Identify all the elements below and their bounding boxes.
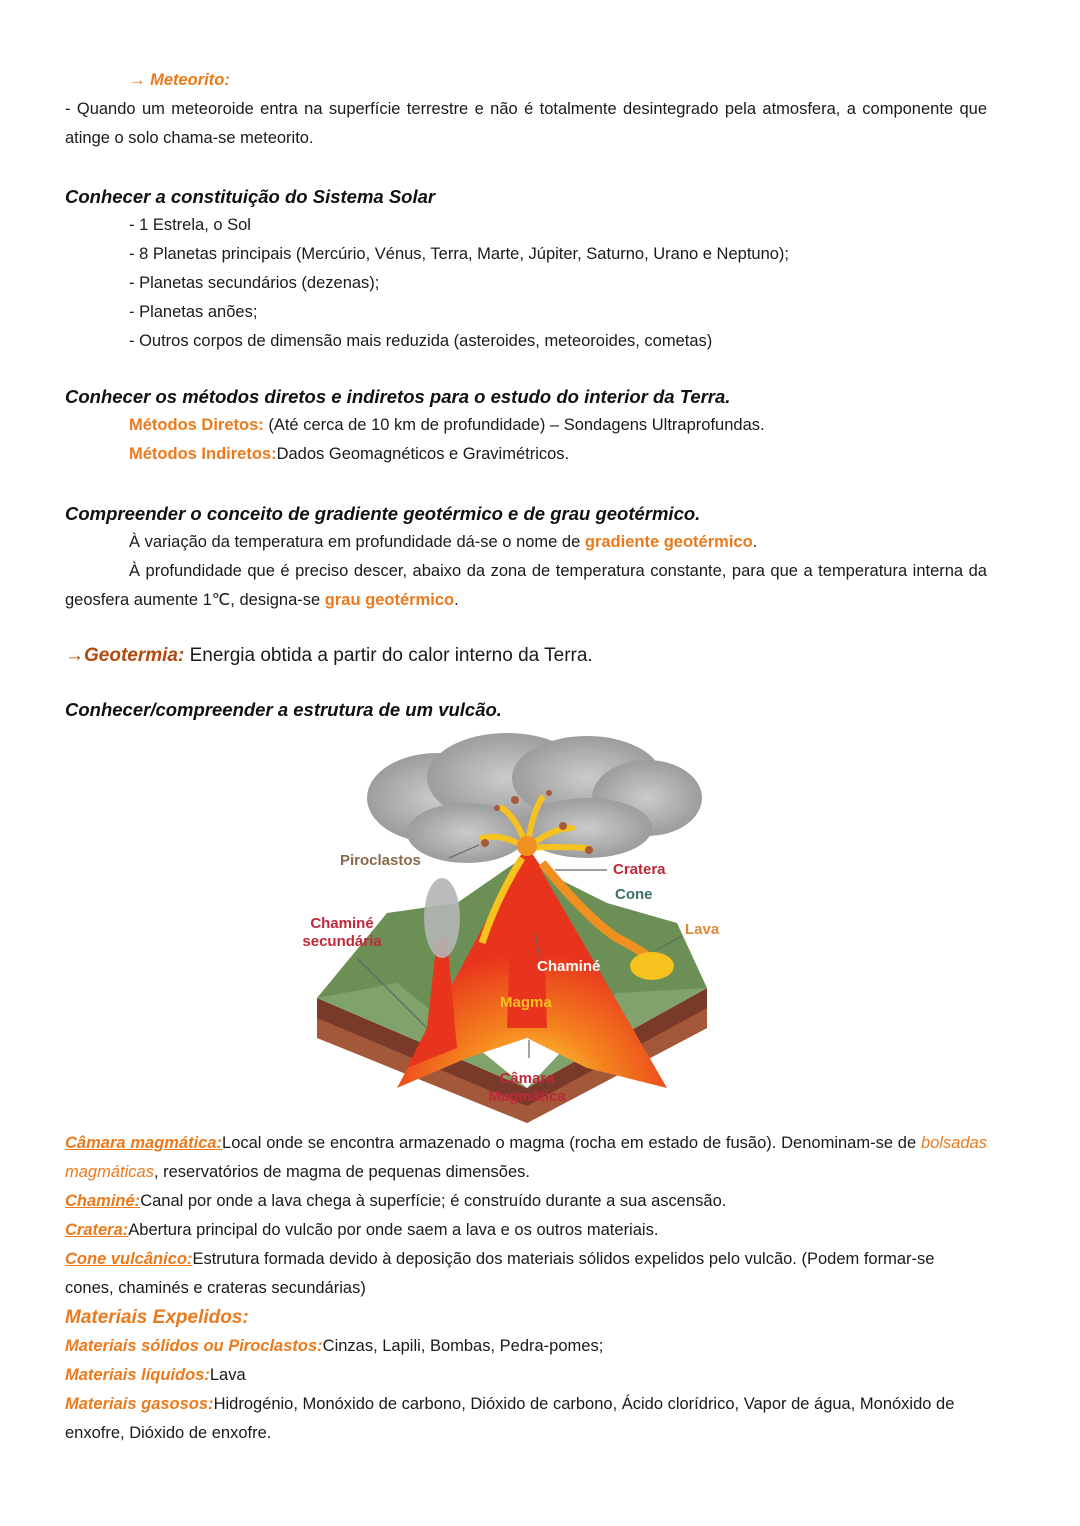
list-item: - 1 Estrela, o Sol <box>129 216 251 234</box>
gradiente-paragraph-1: À variação da temperatura em profundidade dá-se o nome de gradiente geotérmico. <box>129 533 758 551</box>
metodos-heading: Conhecer os métodos diretos e indiretos para o estudo do interior da Terra. <box>65 386 731 407</box>
sistema-solar-heading: Conhecer a constituição do Sistema Solar <box>65 186 436 207</box>
def-chamine: Chaminé:Canal por onde a lava chega à superfície; é construído durante a sua ascensão. <box>65 1192 727 1210</box>
label-chamine: Chaminé <box>537 958 601 975</box>
materiais-solidos: Materiais sólidos ou Piroclastos:Cinzas, Lapili, Bombas, Pedra-pomes; <box>65 1337 604 1355</box>
metodos-diretos <box>65 411 987 440</box>
camara-label: Câmara magmática: <box>65 1134 223 1152</box>
list-item: - 8 Planetas principais (Mercúrio, Vénus, Terra, Marte, Júpiter, Saturno, Urano e Neptuno); <box>129 245 790 263</box>
metodos-indiretos <box>65 440 987 469</box>
def-cratera: Cratera:Abertura principal do vulcão por onde saem a lava e os outros materiais. <box>65 1221 659 1239</box>
arrow-right-icon: → <box>65 645 84 666</box>
label-piroclastos: Piroclastos <box>340 852 421 869</box>
cratera-label: Cratera: <box>65 1221 129 1239</box>
document-page <box>65 66 987 1448</box>
geotermia-label: Geotermia: <box>84 645 185 666</box>
meteorito-label: Meteorito: <box>150 71 230 89</box>
vulcao-heading: Conhecer/compreender a estrutura de um vulcão. <box>65 699 502 720</box>
label-magma: Magma <box>500 994 552 1011</box>
arrow-right-icon: → <box>129 71 146 89</box>
gradiente-heading: Compreender o conceito de gradiente geotérmico e de grau geotérmico. <box>65 503 701 524</box>
label-lava: Lava <box>685 921 720 938</box>
metodos-indiretos-text: Dados Geomagnéticos e Gravimétricos. <box>276 445 570 463</box>
geotermia-line <box>65 639 987 673</box>
meteorito-title <box>65 66 987 95</box>
meteorito-text: - Quando um meteoroide entra na superfície terrestre e não é totalmente desintegrado pela atmosfera, a componente que atinge o solo chama-se meteorito. <box>65 100 987 147</box>
label-cone: Cone <box>615 886 653 903</box>
metodos-diretos-text: (Até cerca de 10 km de profundidade) – Sondagens Ultraprofundas. <box>263 416 765 434</box>
materiais-gasosos: Materiais gasosos:Hidrogénio, Monóxido de carbono, Dióxido de carbono, Ácido clorídrico, Vapor de água, Monóxido de enxofre, Dióxido de enxofre. <box>65 1395 955 1442</box>
materiais-liquidos: Materiais líquidos:Lava <box>65 1366 246 1384</box>
geotermia-text: Energia obtida a partir do calor interno da Terra. <box>184 645 593 666</box>
volcano-diagram <box>287 728 747 1123</box>
list-item: - Planetas anões; <box>129 303 258 321</box>
list-item: - Planetas secundários (dezenas); <box>129 274 380 292</box>
label-chamine-secundaria: Chaminé secundária <box>302 915 382 950</box>
label-camara-magmatica: Câmara Magmática <box>488 1070 566 1105</box>
grau-term: grau geotérmico <box>324 591 455 609</box>
bolsadas-term: bolsadas magmáticas <box>65 1134 987 1181</box>
metodos-indiretos-label: Métodos Indiretos: <box>129 445 277 463</box>
def-camara-magmatica: Câmara magmática:Local onde se encontra armazenado o magma (rocha em estado de fusão). Denominam-se de bolsadas magmáticas, reservatórios de magma de pequenas dimensões. <box>65 1134 987 1181</box>
chamine-label: Chaminé: <box>65 1192 141 1210</box>
gradiente-term: gradiente geotérmico <box>584 533 753 551</box>
sistema-solar-list <box>65 211 987 356</box>
label-cratera: Cratera <box>613 861 666 878</box>
def-cone-vulcanico: Cone vulcânico:Estrutura formada devido à deposição dos materiais sólidos expelidos pelo vulcão. (Podem formar-se cones, chaminés e crateras secundárias) <box>65 1250 935 1297</box>
cone-label: Cone vulcânico: <box>65 1250 193 1268</box>
list-item: - Outros corpos de dimensão mais reduzida (asteroides, meteoroides, cometas) <box>129 332 713 350</box>
metodos-diretos-label: Métodos Diretos: <box>129 416 264 434</box>
gradiente-paragraph-2: À profundidade que é preciso descer, abaixo da zona de temperatura constante, para que a temperatura interna da geosfera aumente 1℃, designa-se grau geotérmico. <box>65 562 987 609</box>
materiais-heading: Materiais Expelidos: <box>65 1307 249 1328</box>
